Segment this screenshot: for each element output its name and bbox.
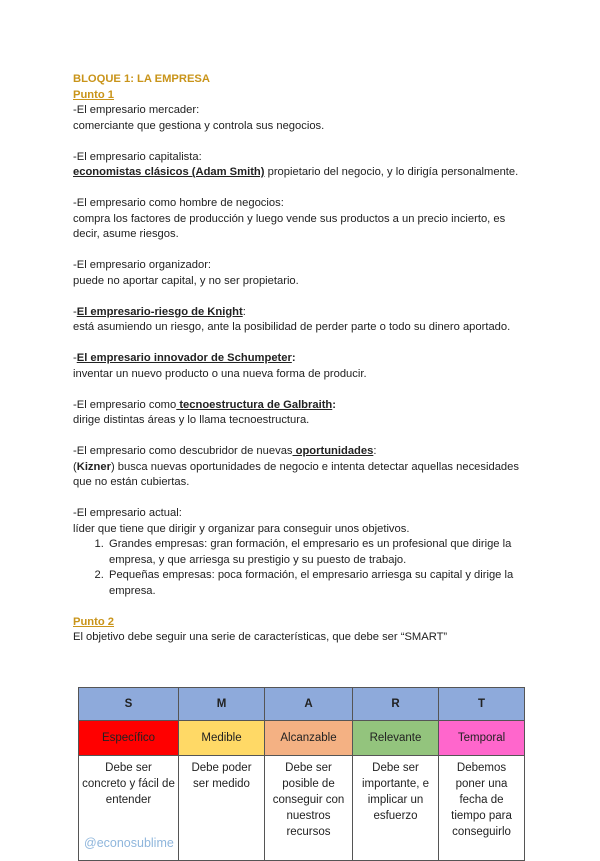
entry-prefix: -El empresario como — [73, 398, 177, 411]
smart-letter: T — [439, 688, 525, 721]
entry-bold: Kizner — [76, 460, 111, 473]
entry-bold: oportunidades — [292, 445, 374, 457]
entry-bold: economistas clásicos (Adam Smith) — [73, 166, 265, 178]
ordered-list — [73, 537, 533, 599]
punto2-heading: Punto 2 — [73, 615, 115, 628]
entry-body: líder que tiene que dirigir y organizar para conseguir unos objetivos. — [73, 522, 410, 535]
entry-heading — [73, 444, 533, 460]
entry-suffix: : — [373, 445, 377, 457]
list-item: 1. Grandes empresas: gran formación, el empresario es un profesional que dirige la empresa, y que arriesga su prestigio y su puesto de trabajo. — [107, 537, 533, 568]
punto2-text: El objetivo debe seguir una serie de características, que debe ser “SMART” — [73, 631, 448, 643]
entry-heading — [73, 398, 533, 414]
entry-body: dirige distintas áreas y lo llama tecnoestructura. — [73, 414, 310, 426]
smart-category: Específico — [79, 721, 179, 756]
entry-open: ( — [73, 460, 77, 473]
entry-bold: El empresario-riesgo de Knight — [76, 305, 243, 318]
smart-category: Relevante — [353, 721, 439, 756]
entry-heading: -El empresario actual: — [73, 507, 182, 519]
entry-prefix: - — [73, 305, 77, 318]
list-item: 2. Pequeñas empresas: poca formación, el empresario arriesga su capital y dirige la empresa. — [107, 568, 533, 599]
watermark: @econosublime — [84, 836, 174, 850]
entry-suffix: : — [242, 305, 246, 318]
entry-body: compra los factores de producción y luego vende sus productos a un precio incierto, es decir, asume riesgos. — [73, 212, 506, 240]
entry-heading — [73, 351, 533, 367]
smart-table — [78, 687, 525, 861]
smart-categories-row — [79, 721, 525, 756]
entry-prefix: -El empresario como descubridor de nuevas — [73, 445, 293, 457]
smart-description: Debemos poner una fecha de tiempo para conseguirlo — [439, 756, 525, 861]
smart-description: Debe ser posible de conseguir con nuestros recursos — [265, 756, 353, 861]
entry-heading: -El empresario como hombre de negocios: — [73, 197, 284, 209]
smart-category: Medible — [179, 721, 265, 756]
entry-heading: -El empresario capitalista: — [73, 150, 202, 163]
entry-suffix: : — [291, 352, 296, 364]
smart-description: Debe poder ser medido — [179, 756, 265, 861]
entry-text: ) busca nuevas oportunidades de negocio e intenta detectar aquellas necesidades que no están cubiertas. — [73, 460, 519, 488]
entry-prefix: - — [73, 352, 77, 364]
entry-bold: tecnoestructura de Galbraith — [176, 398, 333, 411]
smart-category: Temporal — [439, 721, 525, 756]
entry-text: propietario del negocio, y lo dirigía personalmente. — [264, 166, 519, 178]
entry-heading: -El empresario organizador: — [73, 259, 212, 271]
entry-heading: -El empresario mercader: — [73, 104, 200, 116]
block-title: BLOQUE 1: LA EMPRESA — [73, 73, 210, 85]
smart-category: Alcanzable — [265, 721, 353, 756]
entry-heading — [73, 305, 533, 321]
entry-bold: El empresario innovador de Schumpeter — [76, 352, 292, 364]
document-body — [73, 72, 533, 646]
smart-letter: S — [79, 688, 179, 721]
entry-body — [73, 460, 533, 491]
smart-description: Debe ser concreto y fácil de entender — [79, 756, 179, 861]
entry-body: puede no aportar capital, y no ser propietario. — [73, 274, 299, 287]
entry-body: comerciante que gestiona y controla sus negocios. — [73, 119, 325, 132]
smart-letter: M — [179, 688, 265, 721]
smart-letter: A — [265, 688, 353, 721]
smart-description: Debe ser importante, e implicar un esfuerzo — [353, 756, 439, 861]
smart-letter: R — [353, 688, 439, 721]
punto1-heading: Punto 1 — [73, 88, 115, 101]
entry-suffix: : — [332, 398, 336, 411]
entry-body: inventar un nuevo producto o una nueva forma de producir. — [73, 367, 367, 380]
entry-body: está asumiendo un riesgo, ante la posibilidad de perder parte o todo su dinero aportado. — [73, 321, 511, 333]
entry-body — [73, 165, 533, 181]
smart-letters-row — [79, 688, 525, 721]
